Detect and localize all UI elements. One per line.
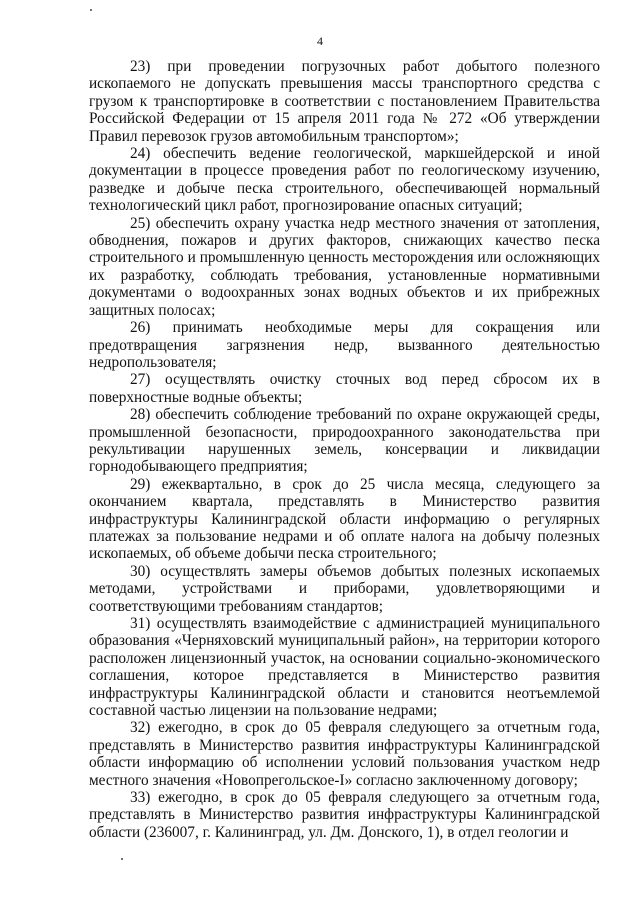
- list-item-25: 25) обеспечить охрану участка недр местного значения от затопления, обводнения, пожаров и других факторов, снижающих качество песка строительного и промышленную ценность месторождения или осложняющих их разработку, соблюдать требования, установленные нормативными документами о водоохранных зонах водных объектов и их прибрежных защитных полосах;: [89, 214, 600, 319]
- list-item-26: 26) принимать необходимые меры для сокращения или предотвращения загрязнения недр, вызванного деятельностью недропользователя;: [89, 319, 600, 371]
- scan-speck: [90, 9, 92, 11]
- list-item-23: 23) при проведении погрузочных работ добытого полезного ископаемого не допускать превышения массы транспортного средства с грузом к транспортировке в соответствии с постановлением Правительства Российской Федерации от 15 апреля 2011 года № 272 «Об утверждении Правил перевозок грузов автомобильным транспортом»;: [89, 58, 600, 145]
- list-item-33: 33) ежегодно, в срок до 05 февраля следующего за отчетным года, представлять в Министерство развития инфраструктуры Калининградской области (236007, г. Калининград, ул. Дм. Донского, 1), в отдел геологии и: [89, 789, 600, 841]
- list-item-28: 28) обеспечить соблюдение требований по охране окружающей среды, промышленной безопасности, природоохранного законодательства при рекультивации нарушенных земель, консервации и ликвидации горнодобывающего предприятия;: [89, 406, 600, 476]
- scan-speck: [121, 858, 123, 860]
- document-body: [89, 58, 600, 841]
- list-item-29: 29) ежеквартально, в срок до 25 числа месяца, следующего за окончанием квартала, представлять в Министерство развития инфраструктуры Калининградской области информацию о регулярных платежах за пользование недрами и об оплате налога на добычу полезных ископаемых, об объеме добычи песка строительного;: [89, 475, 600, 563]
- list-item-30: 30) осуществлять замеры объемов добытых полезных ископаемых методами, устройствами и приборами, удовлетворяющими и соответствующими требованиям стандартов;: [89, 562, 600, 615]
- list-item-32: 32) ежегодно, в срок до 05 февраля следующего за отчетным года, представлять в Министерство развития инфраструктуры Калининградской области информацию об исполнении условий пользования участком недр местного значения «Новопрегольское-I» согласно заключенному договору;: [89, 719, 600, 789]
- page-number: 4: [317, 34, 323, 48]
- list-item-27: 27) осуществлять очистку сточных вод перед сбросом их в поверхностные водные объекты;: [89, 371, 600, 406]
- list-item-24: 24) обеспечить ведение геологической, маркшейдерской и иной документации в процессе проведения работ по геологическому изучению, разведке и добыче песка строительного, обеспечивающей нормальный технологический цикл работ, прогнозирование опасных ситуаций;: [89, 145, 600, 215]
- list-item-31: 31) осуществлять взаимодействие с администрацией муниципального образования «Черняховский муниципальный район», на территории которого расположен лицензионный участок, на основании социально-экономического соглашения, которое представляется в Министерство развития инфраструктуры Калининградской области и становится неотъемлемой составной частью лицензии на пользование недрами;: [89, 615, 600, 720]
